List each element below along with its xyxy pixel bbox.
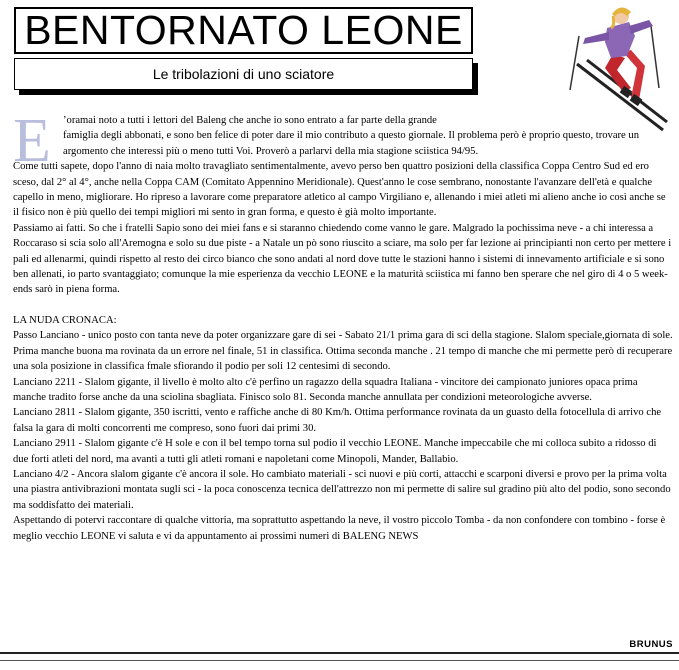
chronicle-entry: Lanciano 2211 - Slalom gigante, il livello è molto alto c'è perfino un ragazzo della squadra Italiana - vincitore dei campionato juniores opaca prima manche tradito forse anche da una sciolina sbagliata. Finisco solo 81. Seconda manche annullata per condizioni meteorologiche avverse. (13, 376, 638, 403)
article-intro-line: ’oramai noto a tutti i lettori del Baleng che anche io sono entrato a far parte della grande (63, 115, 437, 126)
drop-cap: E (13, 107, 51, 175)
chronicle-entry: Lanciano 2811 - Slalom gigante, 350 iscritti, vento e raffiche anche di 80 Km/h. Ottima performance rovinata da un guasto della fotocellula di arrivo che falsa la gara di molti concorrenti me compreso, sono fuori dai primi 30. (13, 407, 662, 434)
chronicle-entry: Lanciano 2911 - Slalom gigante c'è H sole e con il bel tempo torna sul podio il vecchio LEONE. Manche impeccabile che mi colloca subito a ridosso di due forti atleti del nord, ma avanti a tutti gli atleti romani e napoletani come Minopoli, Mander, Ballabio. (13, 438, 657, 465)
article-paragraph: Passiamo ai fatti. So che i fratelli Sapio sono dei miei fans e si staranno chiedendo come vanno le gare. Malgrado la pochissima neve - a chi interessa a Roccaraso si scia solo all'Aremogna e solo su due piste - a Natale un pò sono riuscito a sciare, ma solo per far lezione ai principianti non certo per mettere i pali ed allenarmi, quindi rispetto al resto dei circo bianco che sono andati al nord dove tutte le stazioni hanno i sistemi di innevamento artificiale e si sono ben allenati, io parto svantaggiato; comunque la mie esperienza da vecchio LEONE e la maturità sciistica mi fanno ben sperare che nel giro di 4 o 5 week-ends sarò in piena forma. (13, 222, 672, 296)
article-paragraph: famiglia degli abbonati, e sono ben felice di poter dare il mio contributo a questo giornale. Il problema però è proprio questo, trovare un argomento che interessi più o meno tutti Voi. Proverò a parlarvi della mia stagione sciistica 94/95. (63, 130, 640, 157)
section-heading: LA NUDA CRONACA: (13, 314, 117, 326)
chronicle-entry: Lanciano 4/2 - Ancora slalom gigante c'è ancora il sole. Ho cambiato materiali - sci nuovi e più corti, attacchi e scarponi diversi e provo per la prima volta una piastra antivibrazioni montata sugli sci - la poca conoscenza tecnica dell'attrezzo non mi permette di salire sul gradino più alto del podio, sono secondo ma soddisfatto dei materiali. (13, 468, 671, 511)
title-box (14, 7, 473, 54)
closing-paragraph: Aspettando di potervi raccontare di qualche vittoria, ma soprattutto aspettando la neve, il vostro piccolo Tomba - da non confondere con tombino - forse è meglio vecchio LEONE vi saluta e vi da appuntamento ai prossimi numeri di BALENG NEWS (13, 515, 666, 542)
author-signature: BRUNUS (629, 639, 673, 650)
chronicle-entry: Passo Lanciano - unico posto con tanta neve da poter organizzare gare di sei - Sabato 21/1 prima gara di sci della stagione. Slalom speciale,giornata di sole. Prima manche buona ma rovinata da un errore nel finale, 51 in classifica. Ottima seconda manche . 21 tempo di manche che mi permette però di recuperare una sola posizione in classifica fmale sfiorando il podio per soli 12 centesimi di secondo. (13, 330, 673, 373)
subtitle-box (14, 58, 473, 90)
bottom-rule-thin (0, 660, 679, 661)
page-title: BENTORNATO LEONE (24, 7, 463, 53)
bottom-rule (0, 652, 679, 654)
article-paragraph: Come tutti sapete, dopo l'anno di naia molto travagliato sentimentalmente, avevo perso ben quattro posizioni della classifica Coppa Centro Sud ed ero sceso, dal 2° al 4°, anche nella Coppa CAM (Comitato Appennino Meridionale). Quest'anno le cose sembrano, nonostante l'avanzare dell'età e qualche capello in meno, migliorare. Ho ripreso a lavorare come preparatore atletico al campo Virgiliano e, allenando i miei atleti mi alieno anche io così anche se il fisico non è più quello dei tempi migliori mi sento in gran forma, e questo è già molto importante. (13, 161, 666, 219)
page-subtitle: Le tribolazioni di uno sciatore (152, 66, 335, 82)
article-body (13, 113, 673, 544)
